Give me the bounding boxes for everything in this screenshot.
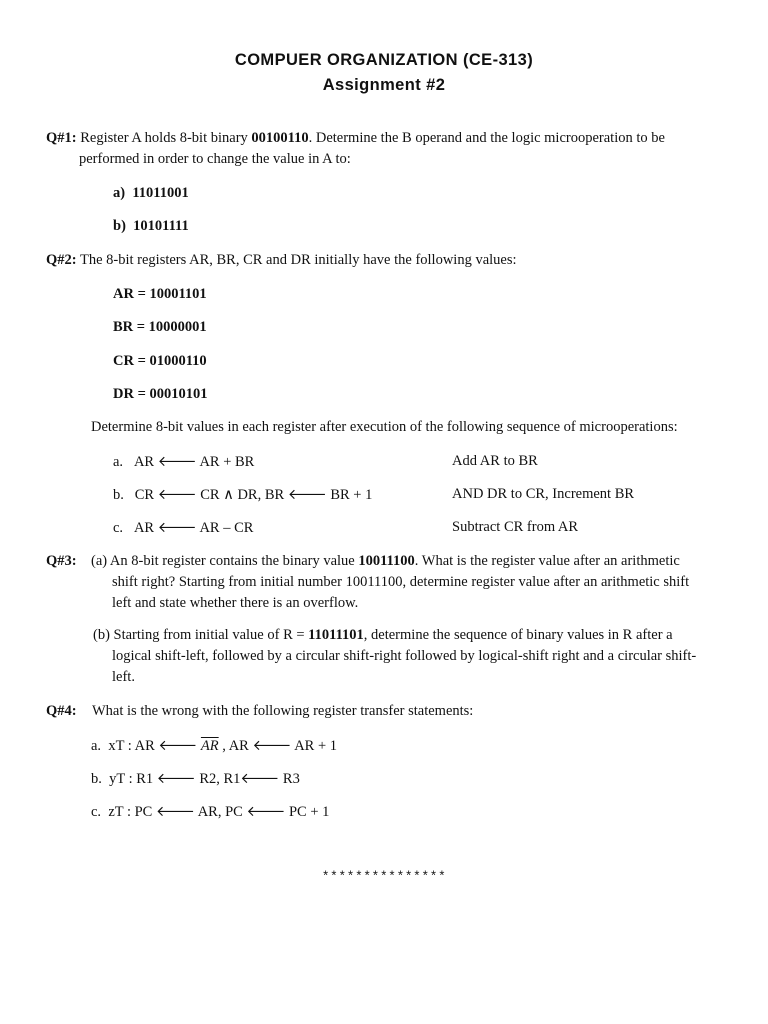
register-dr: DR = 00010101 xyxy=(113,386,208,402)
left-arrow-icon: 🡐 xyxy=(158,738,198,754)
microop-b-description: AND DR to CR, Increment BR xyxy=(452,486,635,502)
question-4-text: What is the wrong with the following register transfer statements: xyxy=(92,703,474,719)
statement-part: AR, PC xyxy=(194,804,247,820)
left-arrow-icon: 🡐 xyxy=(157,454,197,470)
question-text: , determine the sequence of binary values in R after a xyxy=(363,627,673,643)
statement-part: PC + 1 xyxy=(285,804,330,820)
question-4-label: Q#4: xyxy=(46,703,77,719)
document-subtitle: Assignment #2 xyxy=(322,76,446,94)
option-value: 11011001 xyxy=(132,185,189,201)
op-part: CR ∧ DR, BR xyxy=(200,487,285,503)
microop-a xyxy=(113,453,254,471)
statement-part: AR + 1 xyxy=(291,738,338,754)
statement-part: R3 xyxy=(279,771,300,787)
question-3a xyxy=(91,553,680,570)
left-arrow-icon: 🡐 xyxy=(157,520,197,536)
question-text: Register A holds 8-bit binary xyxy=(76,130,252,146)
question-3-label: Q#3: xyxy=(46,553,77,569)
item-letter: b. xyxy=(91,771,102,787)
binary-value: 00100110 xyxy=(251,130,309,146)
op-part: AR xyxy=(133,454,155,470)
register-ar: AR = 10001101 xyxy=(113,286,207,302)
complement-ar: $\overline{AR}$ xyxy=(200,738,219,754)
question-3a-line-2: shift right? Starting from initial number 10011100, determine register value after an arithmetic shift xyxy=(112,574,690,590)
op-part: BR + 1 xyxy=(330,487,373,503)
option-a xyxy=(113,185,189,202)
left-arrow-icon: 🡐 xyxy=(155,804,195,820)
left-arrow-icon: 🡐 xyxy=(156,771,196,787)
option-letter: b) xyxy=(113,218,126,234)
statement-part: R2, R1 xyxy=(195,771,241,787)
end-separator: *************** xyxy=(321,869,447,884)
register-cr: CR = 01000110 xyxy=(113,353,207,369)
left-arrow-icon: 🡐 xyxy=(252,738,292,754)
question-1 xyxy=(46,130,665,147)
item-letter: a. xyxy=(91,738,102,754)
microop-a-description: Add AR to BR xyxy=(452,453,538,469)
question-3b-line-2: logical shift-left, followed by a circular shift-right followed by logical-shift right and a circular shift- xyxy=(112,648,697,664)
question-3a-line-3: left and state whether there is an overflow. xyxy=(112,595,359,611)
binary-value: 11011101 xyxy=(308,627,364,643)
question-text: (b) Starting from initial value of R = xyxy=(93,627,309,643)
option-value: 10101111 xyxy=(133,218,189,234)
question-3b xyxy=(93,627,673,644)
op-part: AR + BR xyxy=(199,454,255,470)
question-label: Q#1: xyxy=(46,130,77,146)
op-part: AR – CR xyxy=(199,520,254,536)
left-arrow-icon: 🡐 xyxy=(240,771,280,787)
question-label: Q#2: xyxy=(46,252,77,268)
statement-part: , AR xyxy=(218,738,253,754)
question-1-line-2: performed in order to change the value in A to: xyxy=(79,151,351,167)
microop-c-description: Subtract CR from AR xyxy=(452,519,579,535)
transfer-statement-a xyxy=(91,737,337,755)
statement-part: zT : PC xyxy=(108,804,156,820)
op-letter: b. xyxy=(113,487,124,503)
op-part: CR xyxy=(134,487,155,503)
item-letter: c. xyxy=(91,804,102,820)
binary-value: 10011100 xyxy=(358,553,415,569)
question-3b-line-3: left. xyxy=(112,669,135,685)
question-2-instruction: Determine 8-bit values in each register after execution of the following sequence of microoperations: xyxy=(91,419,678,435)
question-text: (a) An 8-bit register contains the binary value xyxy=(91,553,359,569)
left-arrow-icon: 🡐 xyxy=(157,487,197,503)
statement-part: yT : R1 xyxy=(109,771,157,787)
transfer-statement-c xyxy=(91,803,329,821)
transfer-statement-b xyxy=(91,770,300,788)
document-title: COMPUER ORGANIZATION (CE-313) xyxy=(234,51,534,69)
statement-part: xT : AR xyxy=(108,738,159,754)
question-text: The 8-bit registers AR, BR, CR and DR initially have the following values: xyxy=(76,252,517,268)
op-part: AR xyxy=(133,520,155,536)
option-b xyxy=(113,218,189,235)
microop-c xyxy=(113,519,253,537)
question-2 xyxy=(46,252,517,269)
left-arrow-icon: 🡐 xyxy=(287,487,327,503)
op-letter: a. xyxy=(113,454,124,470)
register-br: BR = 10000001 xyxy=(113,319,207,335)
op-letter: c. xyxy=(113,520,124,536)
microop-b xyxy=(113,486,372,504)
question-text: . Determine the B operand and the logic microoperation to be xyxy=(308,130,665,146)
left-arrow-icon: 🡐 xyxy=(246,804,286,820)
option-letter: a) xyxy=(113,185,126,201)
question-text: . What is the register value after an arithmetic xyxy=(414,553,680,569)
